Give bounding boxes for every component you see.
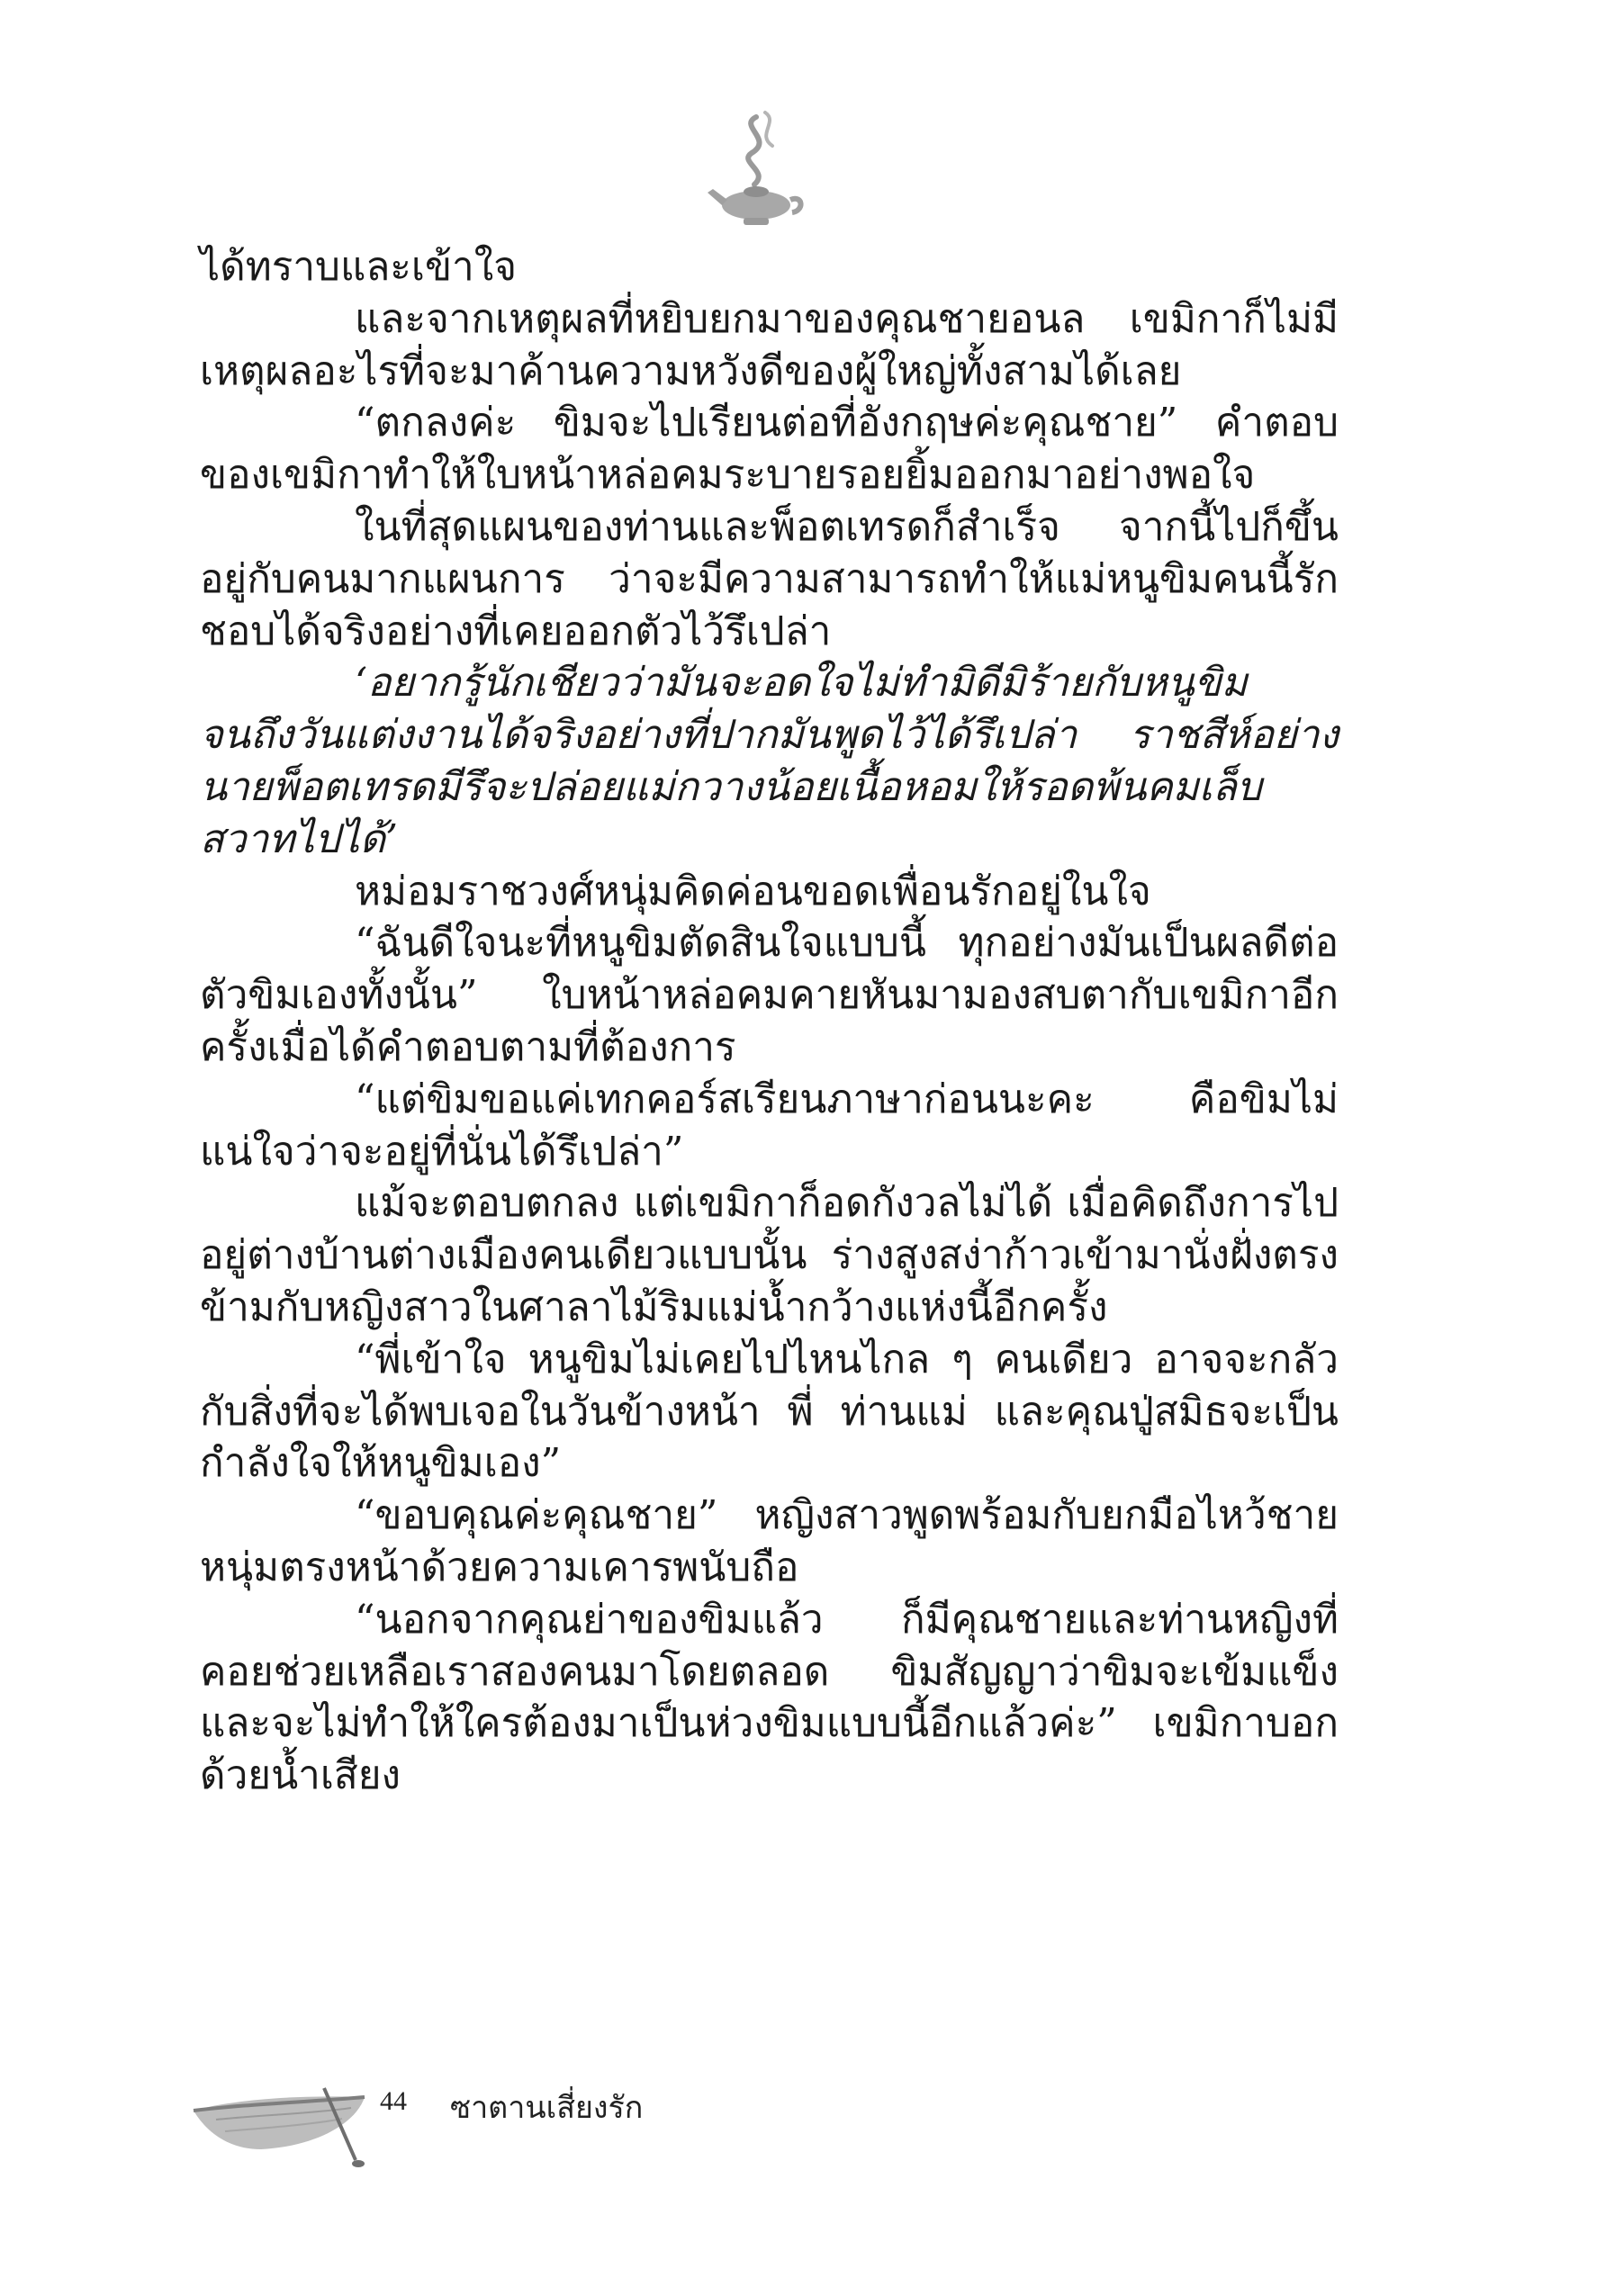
paragraph: แม้จะตอบตกลง แต่เขมิกาก็อดกังวลไม่ได้ เมื่อคิดถึงการไปอยู่ต่างบ้านต่างเมืองคนเดียวแบบนั้น ร่างสูงสง่าก้าวเข้ามานั่งฝั่งตรงข้ามกับหญิงสาวในศาลาไม้ริมแม่น้ำกว้างแห่งนี้อีกครั้ง (200, 1180, 1339, 1330)
paragraph: “ตกลงค่ะ ขิมจะไปเรียนต่อที่อังกฤษค่ะคุณชาย” คำตอบของเขมิกาทำให้ใบหน้าหล่อคมระบายรอยยิ้มออกมาอย่างพอใจ (200, 400, 1339, 499)
paragraph: “แต่ขิมขอแค่เทกคอร์สเรียนภาษาก่อนนะคะ คือขิมไม่แน่ใจว่าจะอยู่ที่นั่นได้รึเปล่า” (200, 1076, 1339, 1175)
genie-lamp-icon (702, 99, 810, 234)
story-text (200, 241, 1339, 1802)
paragraph: “พี่เข้าใจ หนูขิมไม่เคยไปไหนไกล ๆ คนเดียว อาจจะกลัวกับสิ่งที่จะได้พบเจอในวันข้างหน้า พี่ ท่านแม่ และคุณปู่สมิธจะเป็นกำลังใจให้หนูขิมเอง” (200, 1336, 1339, 1487)
book-title: ซาตานเสี่ยงรัก (450, 2090, 644, 2126)
paragraph: “ขอบคุณค่ะคุณชาย” หญิงสาวพูดพร้อมกับยกมือไหว้ชายหนุ่มตรงหน้าด้วยความเคารพนับถือ (200, 1492, 1339, 1590)
paragraph: ได้ทราบและเข้าใจ (200, 244, 518, 290)
paragraph-italic-thought: ‘อยากรู้นักเชียวว่ามันจะอดใจไม่ทำมิดีมิร้ายกับหนูขิมจนถึงวันแต่งงานได้จริงอย่างที่ปากมันพูดไว้ได้รึเปล่า ราชสีห์อย่างนายพ็อตเทรดมีรึจะปล่อยแม่กวางน้อยเนื้อหอมให้รอดพ้นคมเล็บสวาทไปได้’ (200, 660, 1339, 862)
paragraph: “ฉันดีใจนะที่หนูขิมตัดสินใจแบบนี้ ทุกอย่างมันเป็นผลดีต่อตัวขิมเองทั้งนั้น” ใบหน้าหล่อคมคายหันมามองสบตากับเขมิกาอีกครั้งเมื่อได้คำตอบตามที่ต้องการ (200, 920, 1339, 1070)
paragraph: ในที่สุดแผนของท่านและพ็อตเทรดก็สำเร็จ จากนี้ไปก็ขึ้นอยู่กับคนมากแผนการ ว่าจะมีความสามารถทำให้แม่หนูขิมคนนี้รักชอบได้จริงอย่างที่เคยออกตัวไว้รึเปล่า (200, 503, 1339, 654)
page-number: 44 (380, 2086, 407, 2116)
paragraph: หม่อมราชวงศ์หนุ่มคิดค่อนขอดเพื่อนรักอยู่ในใจ (355, 868, 1151, 914)
paragraph: และจากเหตุผลที่หยิบยกมาของคุณชายอนล เขมิกาก็ไม่มีเหตุผลอะไรที่จะมาค้านความหวังดีของผู้ใหญ่ทั้งสามได้เลย (200, 295, 1339, 394)
paragraph: “นอกจากคุณย่าของขิมแล้ว ก็มีคุณชายและท่านหญิงที่คอยช่วยเหลือเราสองคนมาโดยตลอด ขิมสัญญาว่าขิมจะเข้มแข็ง และจะไม่ทำให้ใครต้องมาเป็นห่วงขิมแบบนี้อีกแล้วค่ะ” เขมิกาบอกด้วยน้ำเสียง (200, 1596, 1339, 1799)
rowboat-icon (189, 2070, 369, 2169)
